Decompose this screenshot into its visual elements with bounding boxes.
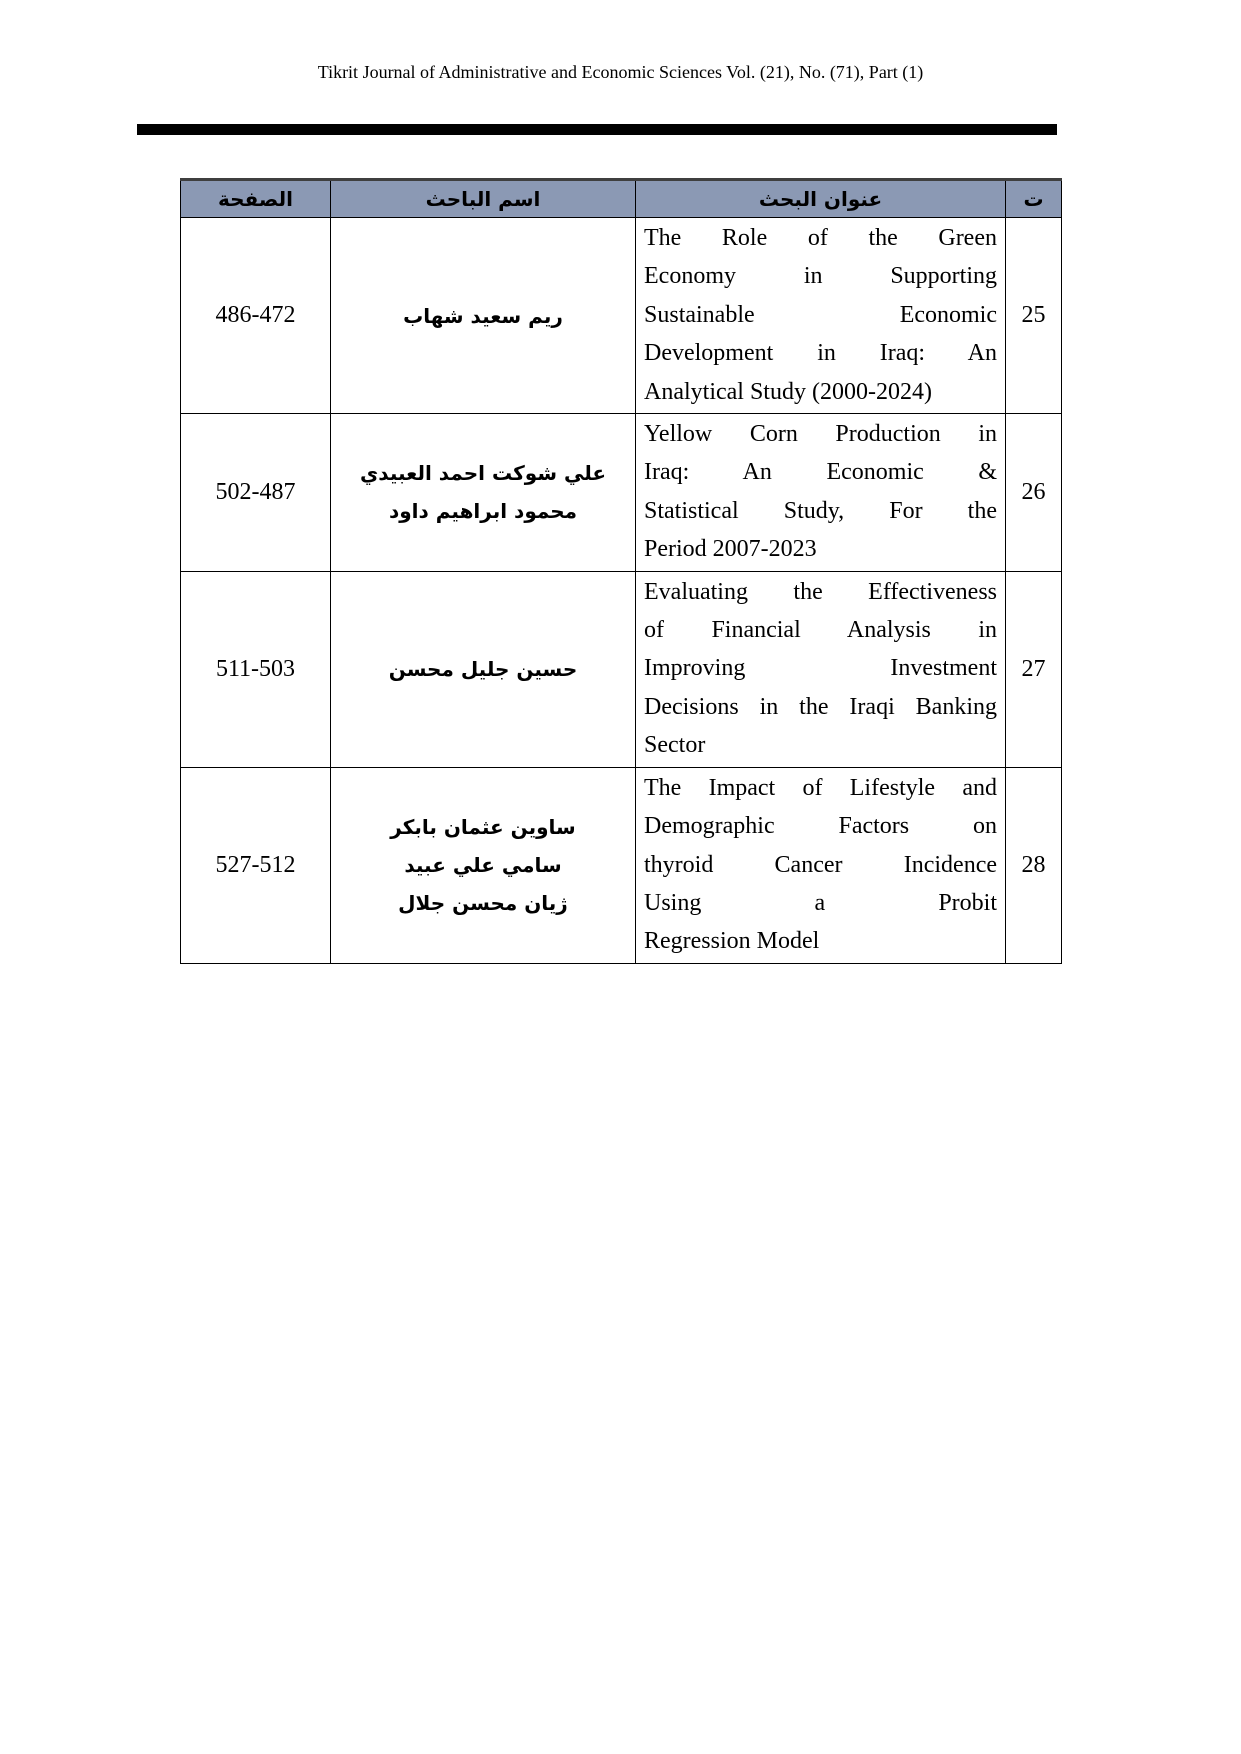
title-line: Iraq: An Economic & — [644, 459, 997, 486]
researcher-name: حسين جليل محسن — [388, 657, 578, 682]
toc-table — [180, 178, 1062, 964]
researcher-name: ساوين عثمان بابكر — [390, 815, 576, 840]
title-line: The Role of the Green — [644, 225, 997, 251]
researcher-cell — [331, 218, 636, 414]
title-line: Yellow Corn Production in — [644, 421, 997, 448]
title-line: Sustainable Economic — [644, 301, 997, 328]
row-number-cell: 26 — [1006, 414, 1062, 572]
title-line: Statistical Study, For the — [644, 497, 997, 524]
toc-table-body — [181, 218, 1062, 964]
title-line: Economy in Supporting — [644, 263, 997, 290]
journal-header-line: Tikrit Journal of Administrative and Economic Sciences Vol. (21), No. (71), Part (1) — [317, 62, 924, 82]
title-line: Using a Probit — [644, 889, 997, 916]
researcher-cell — [331, 767, 636, 963]
title-line: Decisions in the Iraqi Banking — [644, 693, 997, 720]
column-header-number: ت — [1006, 180, 1062, 218]
researcher-name: ژيان محسن جلال — [398, 891, 568, 916]
row-number-cell: 25 — [1006, 218, 1062, 414]
title-line: of Financial Analysis in — [644, 617, 997, 644]
researcher-name: محمود ابراهيم داود — [388, 499, 578, 524]
table-row — [181, 767, 1062, 963]
title-line: The Impact of Lifestyle and — [644, 774, 997, 801]
researcher-name: ريم سعيد شهاب — [403, 303, 563, 328]
researcher-name: سامي علي عبيد — [404, 853, 562, 878]
column-header-title: عنوان البحث — [636, 180, 1006, 218]
title-cell — [636, 218, 1006, 414]
header-row — [181, 180, 1062, 218]
title-line: Evaluating the Effectiveness — [644, 578, 997, 605]
table-row — [181, 414, 1062, 572]
researcher-cell — [331, 571, 636, 767]
table-row — [181, 571, 1062, 767]
header-divider-rule — [137, 124, 1057, 135]
title-line: thyroid Cancer Incidence — [644, 851, 997, 878]
title-line: Development in Iraq: An — [644, 340, 997, 367]
row-number-cell: 28 — [1006, 767, 1062, 963]
title-line: Improving Investment — [644, 655, 997, 682]
researcher-name: علي شوكت احمد العبيدي — [359, 461, 607, 486]
title-line: Demographic Factors on — [644, 813, 997, 840]
column-header-page: الصفحة — [181, 180, 331, 218]
table-row — [181, 218, 1062, 414]
title-cell — [636, 414, 1006, 572]
title-line: Analytical Study (2000-2024) — [644, 378, 932, 405]
row-number-cell: 27 — [1006, 571, 1062, 767]
page-range-cell: 486-472 — [181, 218, 331, 414]
page-range-cell: 527-512 — [181, 767, 331, 963]
page-range-cell: 511-503 — [181, 571, 331, 767]
column-header-researcher: اسم الباحث — [331, 180, 636, 218]
title-cell — [636, 767, 1006, 963]
title-cell — [636, 571, 1006, 767]
page-range-cell: 502-487 — [181, 414, 331, 572]
title-line: Regression Model — [644, 928, 820, 955]
title-line: Period 2007-2023 — [644, 536, 817, 563]
toc-table-header — [181, 180, 1062, 218]
title-line: Sector — [644, 732, 706, 759]
researcher-cell — [331, 414, 636, 572]
